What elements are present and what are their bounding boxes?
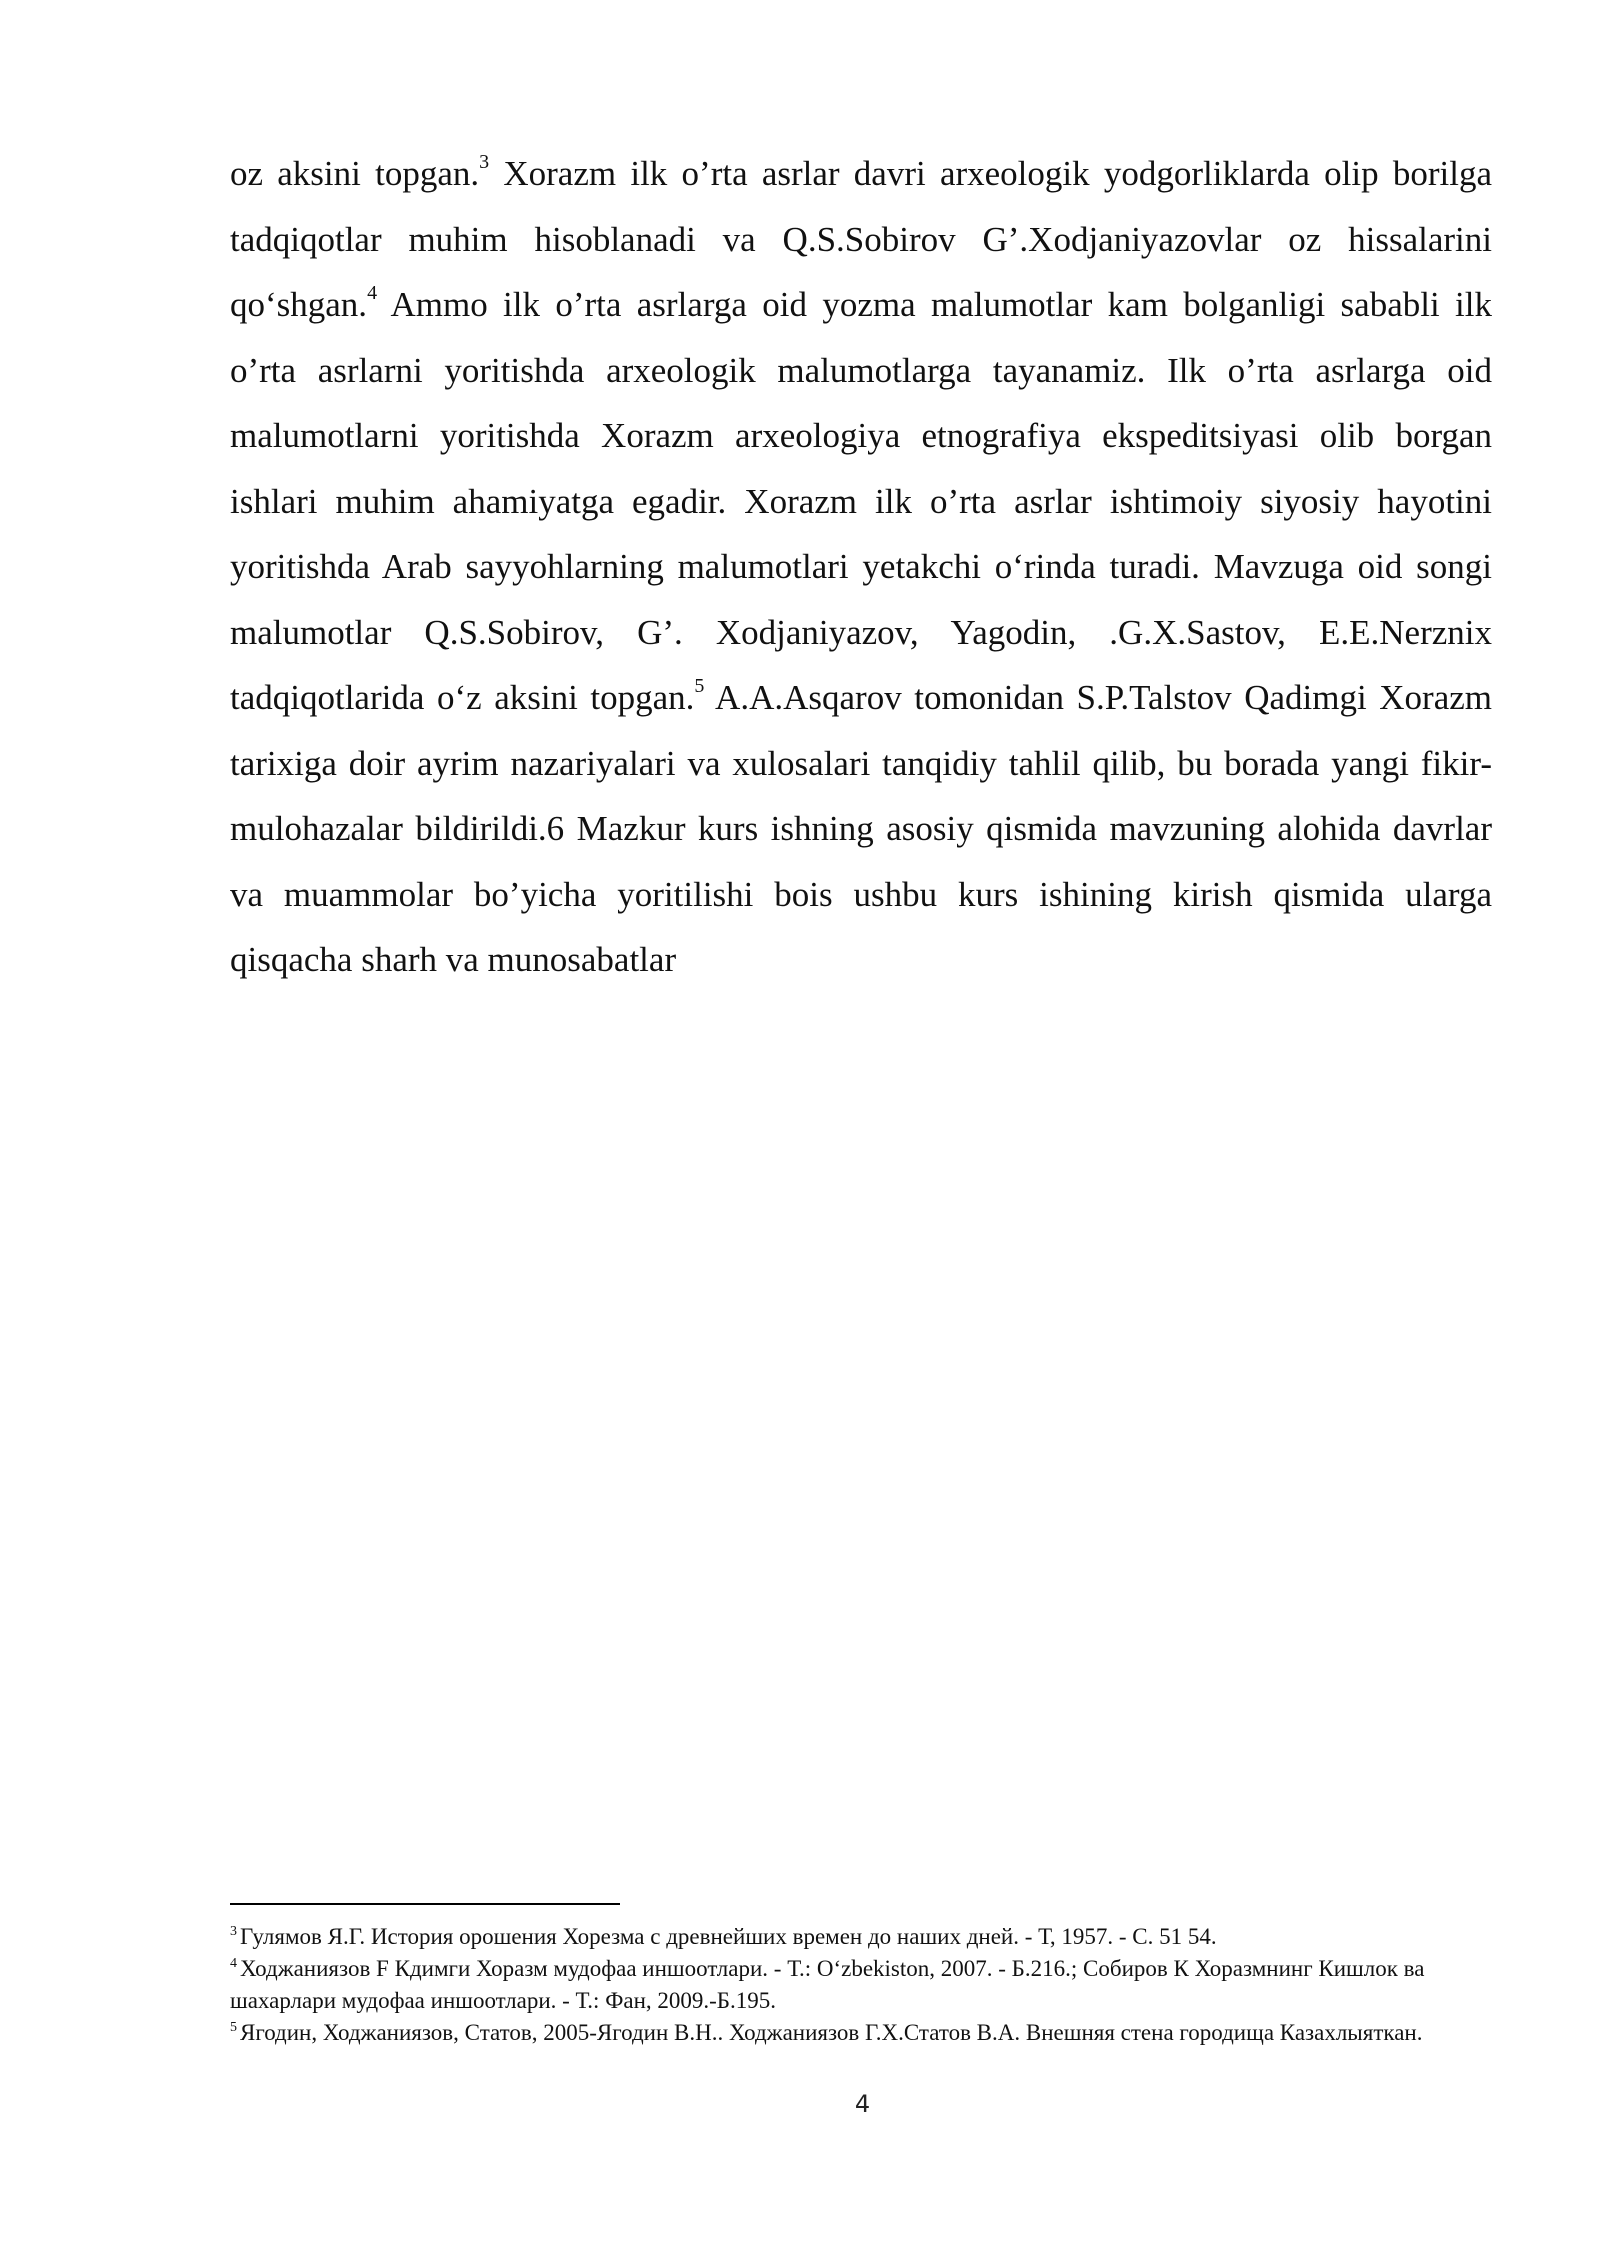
footnote-text: Ягодин, Ходжаниязов, Статов, 2005-Ягодин В.Н.. Ходжаниязов Г.Х.Статов В.А. Внешняя стена городища Казахлыяткан. [240,2020,1423,2045]
footnote-text: Ходжаниязов F Кдимги Хоразм мудофаа иншоотлари. - Т.: O‘zbekiston, 2007. - Б.216.; Собиров К Хоразмнинг Кишлок ва шахарлари мудофаа иншоотлари. - Т.: Фан, 2009.-Б.195. [230,1956,1425,2013]
paragraph-segment-1: oz aksini topgan. [230,154,480,193]
body-paragraph [230,141,1492,993]
footnote-mark: 4 [230,1956,237,1972]
footnote-text: Гулямов Я.Г. История орошения Хорезма с древнейших времен до наших дней. - Т, 1957. - С. 51 54. [240,1924,1217,1949]
page-number: 4 [854,2090,871,2118]
footnote-3 [230,1921,1492,1953]
paragraph-segment-3: Ammo ilk o’rta asrlarga oid yozma malumotlar kam bolganligi sababli ilk o’rta asrlarni yoritishda arxeologik malumotlarga tayanamiz. Ilk o’rta asrlarga oid malumotlarni yoritishda Xorazm arxeologiya etnografiya ekspeditsiyasi olib borgan ishlari muhim ahamiyatga egadir. Xorazm ilk o’rta asrlar ishtimoiy siyosiy hayotini yoritishda Arab sayyohlarning malumotlari yetakchi o‘rinda turadi. Mavzuga oid songi malumotlar Q.S.Sobirov, G’. Xodjaniyazov, Yagodin, .G.X.Sastov, E.E.Nerznix tadqiqotlarida o‘z aksini topgan. [230,285,1492,717]
footnotes-section [230,1921,1492,2049]
paragraph-segment-4: A.A.Asqarov tomonidan S.P.Talstov Qadimgi Xorazm tarixiga doir ayrim nazariyalari va xulosalari tanqidiy tahlil qilib, bu borada yangi fikir-mulohazalar bildirildi.6 Mazkur kurs ishning asosiy qismida mavzuning alohida davrlar va muammolar bo’yicha yoritilishi bois ushbu kurs ishining kirish qismida ularga qisqacha sharh va munosabatlar [230,678,1492,979]
footnote-mark: 5 [230,2020,237,2036]
footnote-separator [230,1903,620,1905]
footnote-ref-3[interactable]: 3 [479,151,490,174]
footnote-ref-5[interactable]: 5 [694,675,705,698]
paragraph-segment-2: Xorazm ilk o’rta asrlar davri arxeologik yodgorliklarda olip borilga tadqiqotlar muhim hisoblanadi va Q.S.Sobirov G’.Xodjaniyazovlar oz hissalarini qo‘shgan. [230,154,1492,324]
footnote-mark: 3 [230,1924,237,1940]
footnote-ref-4[interactable]: 4 [367,282,378,305]
footnote-5 [230,2017,1492,2049]
footnote-4 [230,1953,1492,2017]
